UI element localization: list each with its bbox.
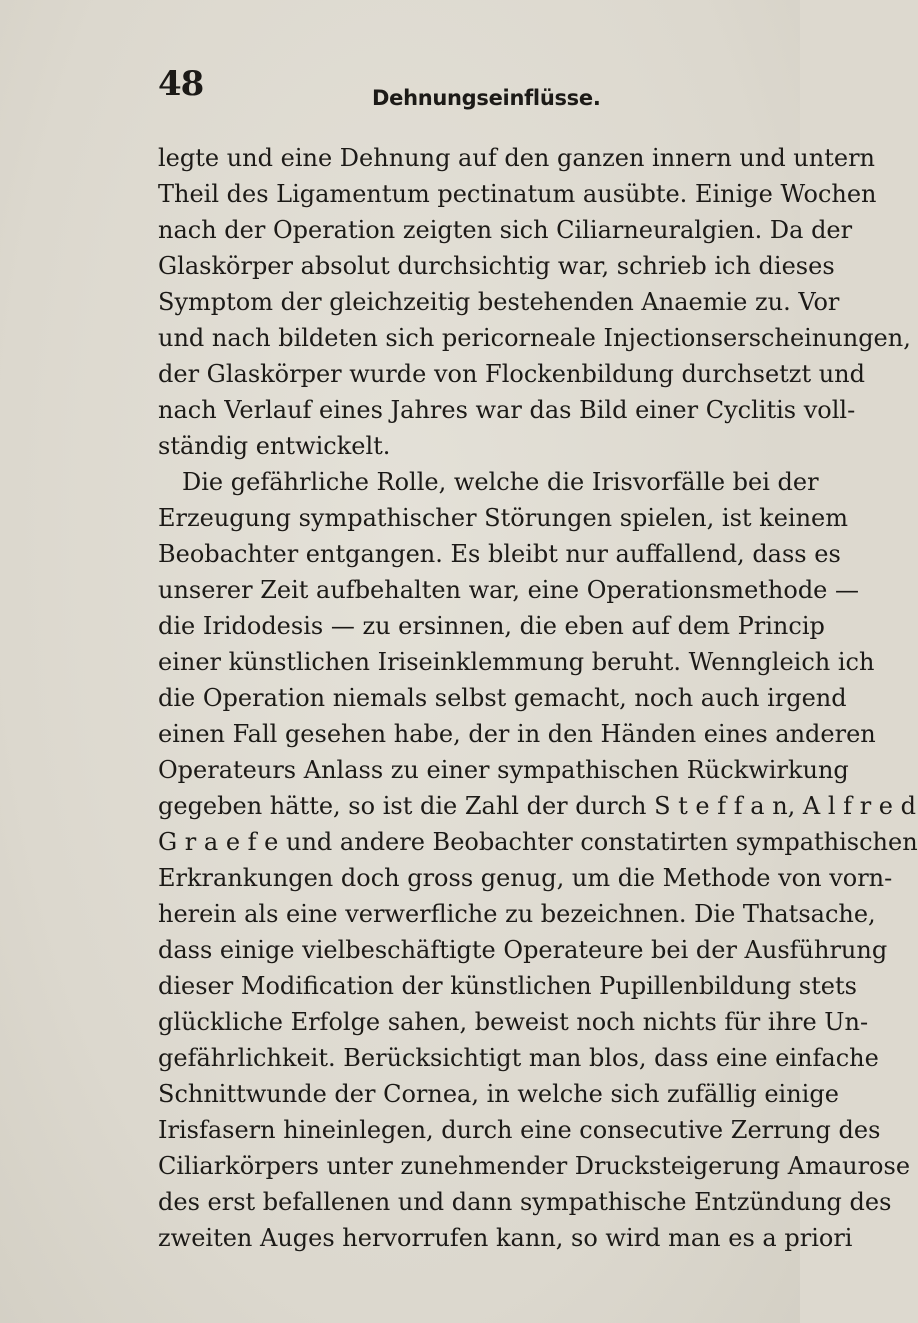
text-line: Symptom der gleichzeitig bestehenden Anaemie zu. Vor <box>158 288 840 317</box>
text-line: dieser Modification der künstlichen Pupillenbildung stets <box>158 972 857 1001</box>
text-line: Schnittwunde der Cornea, in welche sich zufällig einige <box>158 1080 839 1109</box>
running-title: Dehnungseinflüsse. <box>372 86 601 110</box>
page-header <box>158 66 718 122</box>
text-line: unserer Zeit aufbehalten war, eine Operationsmethode — <box>158 576 860 605</box>
text-line: und nach bildeten sich pericorneale Injectionserscheinungen, <box>158 324 911 353</box>
text-line: gefährlichkeit. Berücksichtigt man blos, dass eine einfache <box>158 1044 879 1073</box>
paragraph-first-line: Die gefährliche Rolle, welche die Irisvorfälle bei der <box>182 468 819 497</box>
text-line: des erst befallenen und dann sympathische Entzündung des <box>158 1188 892 1217</box>
text-line: die Operation niemals selbst gemacht, noch auch irgend <box>158 684 847 713</box>
text-line: G r a e f e und andere Beobachter constatirten sympathischen <box>158 828 918 857</box>
text-line: Beobachter entgangen. Es bleibt nur auffallend, dass es <box>158 540 841 569</box>
text-line: der Glaskörper wurde von Flockenbildung durchsetzt und <box>158 360 865 389</box>
text-line: Operateurs Anlass zu einer sympathischen Rückwirkung <box>158 756 849 785</box>
text-line: nach der Operation zeigten sich Ciliarneuralgien. Da der <box>158 216 853 245</box>
text-line: die Iridodesis — zu ersinnen, die eben auf dem Princip <box>158 612 825 641</box>
text-line: Ciliarkörpers unter zunehmender Drucksteigerung Amaurose <box>158 1152 911 1181</box>
text-line: gegeben hätte, so ist die Zahl der durch S t e f f a n, A l f r e d <box>158 792 916 821</box>
text-line: glückliche Erfolge sahen, beweist noch nichts für ihre Un- <box>158 1008 869 1037</box>
text-line: einen Fall gesehen habe, der in den Händen eines anderen <box>158 720 876 749</box>
text-line: herein als eine verwerfliche zu bezeichnen. Die Thatsache, <box>158 900 876 929</box>
text-line: Theil des Ligamentum pectinatum ausübte. Einige Wochen <box>158 180 877 209</box>
text-line: einer künstlichen Iriseinklemmung beruht. Wenngleich ich <box>158 648 875 677</box>
text-line: legte und eine Dehnung auf den ganzen innern und untern <box>158 144 875 172</box>
text-line: Glaskörper absolut durchsichtig war, schrieb ich dieses <box>158 252 835 281</box>
text-line: zweiten Auges hervorrufen kann, so wird man es a priori <box>158 1224 853 1253</box>
text-line: Erkrankungen doch gross genug, um die Methode von vorn- <box>158 864 893 893</box>
text-line: nach Verlauf eines Jahres war das Bild einer Cyclitis voll- <box>158 396 856 425</box>
body-text <box>158 140 918 1256</box>
text-line: ständig entwickelt. <box>158 432 391 461</box>
text-line: Irisfasern hineinlegen, durch eine consecutive Zerrung des <box>158 1116 881 1145</box>
text-line: Erzeugung sympathischer Störungen spielen, ist keinem <box>158 504 848 533</box>
text-line: dass einige vielbeschäftigte Operateure bei der Ausführung <box>158 936 888 965</box>
page-number: 48 <box>158 64 204 104</box>
